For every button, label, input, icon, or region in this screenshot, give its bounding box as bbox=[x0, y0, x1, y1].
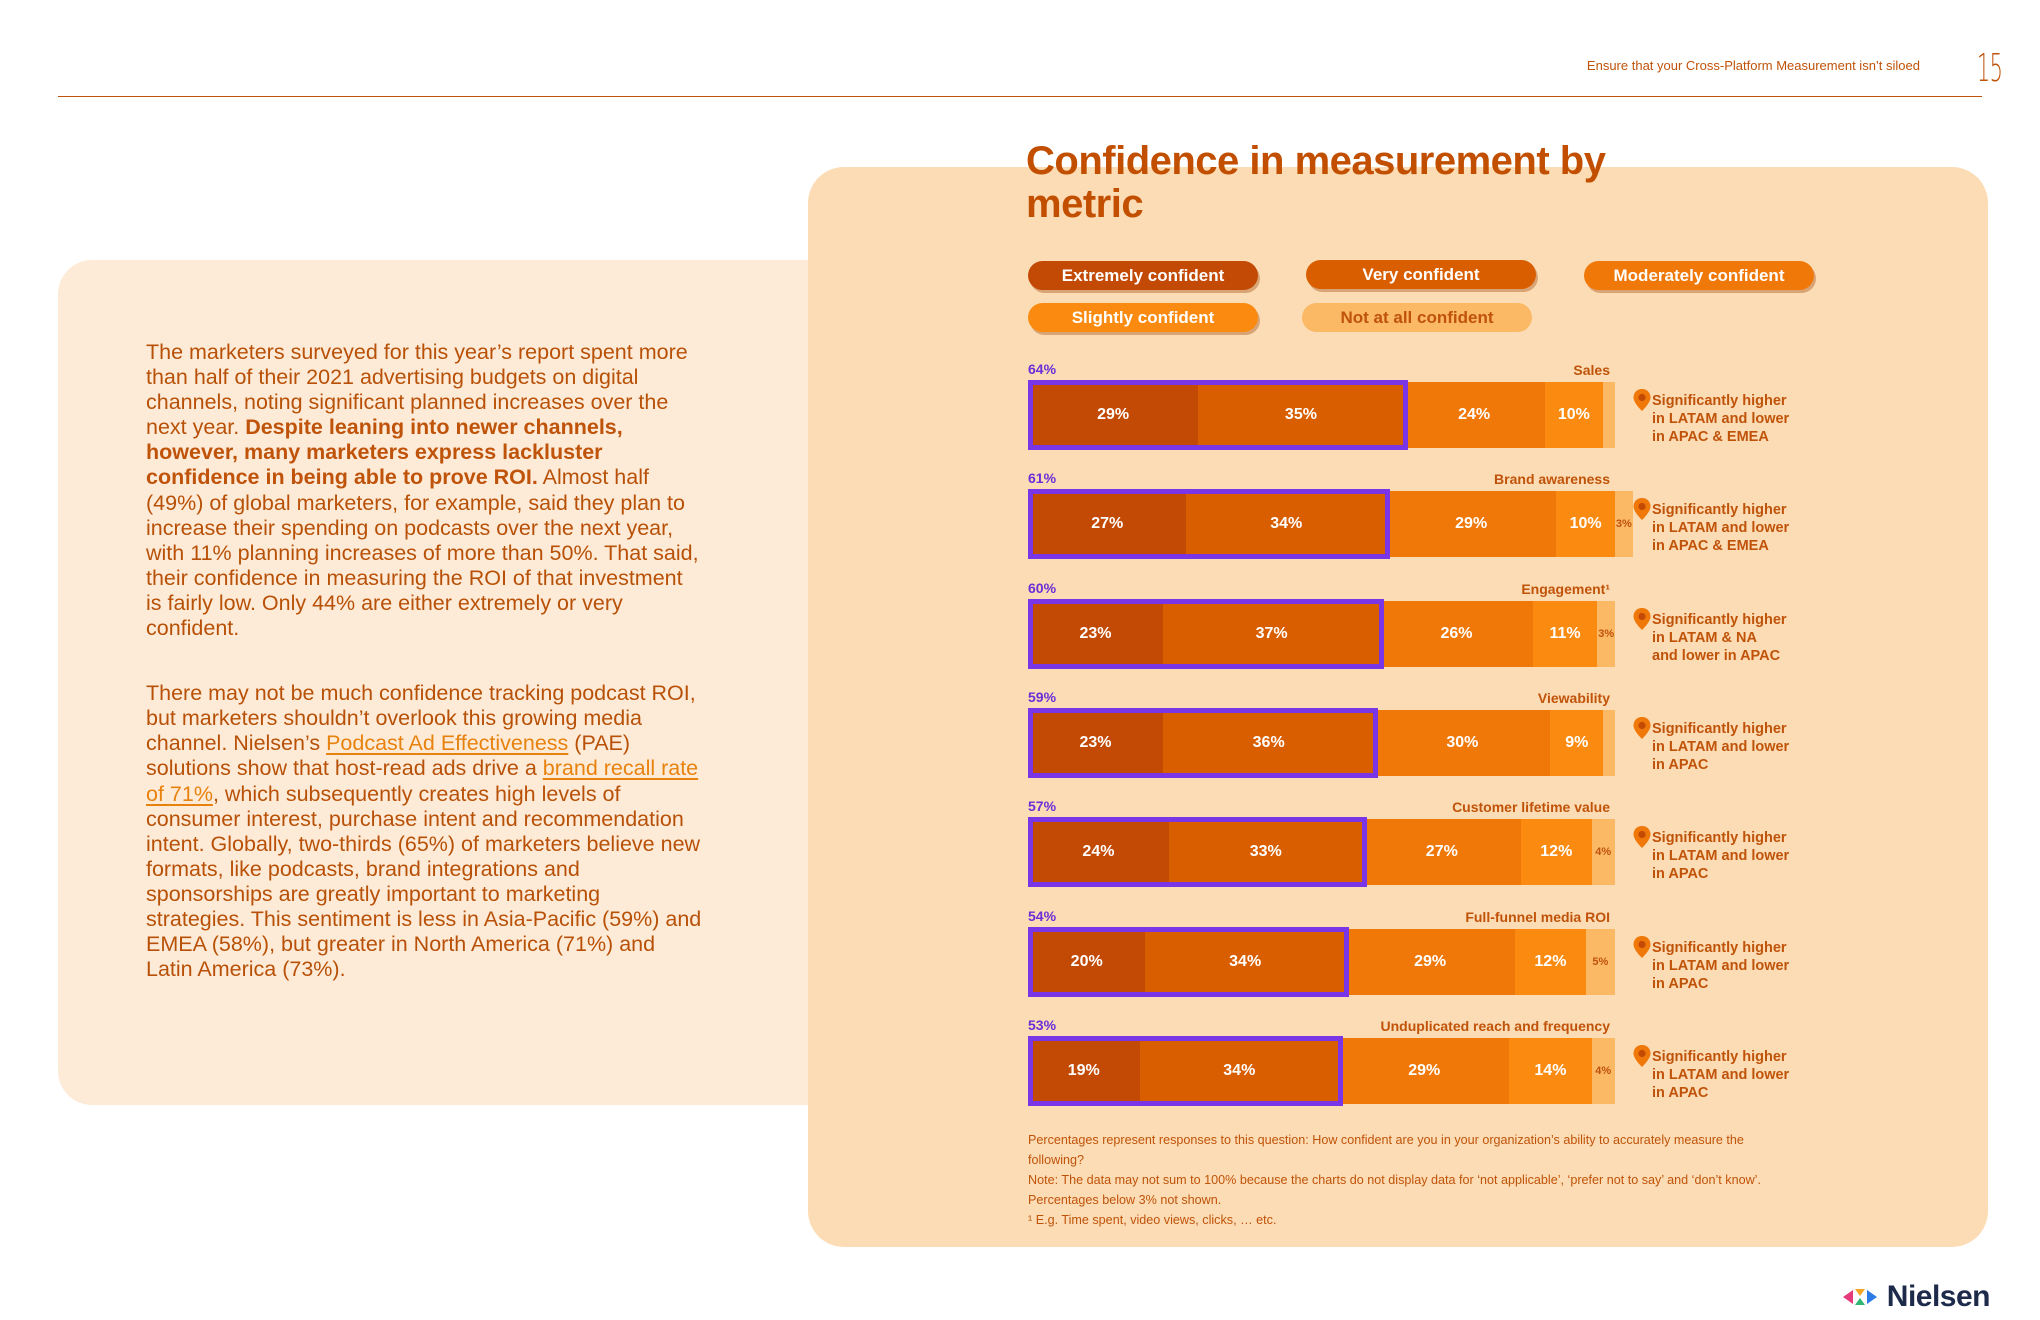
bar-segment-moderately: 29% bbox=[1339, 1038, 1509, 1104]
paragraph-1-intro: The marketers surveyed for this year’s report spent more than half of their 2021 advertising budgets on digital channels, noting significant planned increases over the next year. bbox=[146, 340, 688, 440]
paragraph-2 bbox=[146, 681, 702, 982]
paragraph-2-middle: (PAE) solutions show that host-read ads drive a bbox=[146, 731, 631, 781]
regional-note: Significantly higher in LATAM & NA and lower in APAC bbox=[1652, 612, 1787, 664]
bar-segment-extremely: 29% bbox=[1028, 382, 1198, 448]
bar-segment-moderately: 29% bbox=[1386, 491, 1556, 557]
legend-not-at-all-confident: Not at all confident bbox=[1302, 303, 1532, 332]
bar-segment-extremely: 24% bbox=[1028, 819, 1169, 885]
location-pin-icon bbox=[1632, 388, 1652, 412]
chart-title: Confidence in measurement by metric bbox=[1026, 139, 1606, 226]
location-pin-icon bbox=[1632, 825, 1652, 849]
bar-segment-slightly: 11% bbox=[1533, 601, 1598, 667]
body-text bbox=[146, 340, 702, 1022]
bar-segment-slightly: 9% bbox=[1550, 710, 1603, 776]
metric-label: Viewability bbox=[1537, 690, 1610, 706]
combined-top2-label: 64% bbox=[1028, 361, 1057, 377]
stacked-bar bbox=[1028, 382, 1615, 448]
footnote-question: Percentages represent responses to this question: How confident are you in your organization’s ability to accurately measure the following? bbox=[1028, 1133, 1744, 1167]
location-pin-icon bbox=[1632, 935, 1652, 959]
location-pin-icon bbox=[1632, 607, 1652, 631]
bar-segment-moderately: 30% bbox=[1374, 710, 1550, 776]
footnote-engagement: ¹ E.g. Time spent, video views, clicks, … etc. bbox=[1028, 1213, 1277, 1227]
bar-segment-moderately: 24% bbox=[1404, 382, 1545, 448]
combined-top2-label: 61% bbox=[1028, 470, 1057, 486]
combined-top2-label: 54% bbox=[1028, 908, 1057, 924]
bar-segment-extremely: 19% bbox=[1028, 1038, 1140, 1104]
chart-footnotes bbox=[1028, 1130, 1788, 1230]
regional-note: Significantly higher in LATAM and lower in APAC bbox=[1652, 940, 1790, 992]
legend-extremely-confident: Extremely confident bbox=[1028, 261, 1258, 290]
bar-segment-very: 36% bbox=[1163, 710, 1374, 776]
paragraph-1 bbox=[146, 340, 702, 641]
stacked-bar bbox=[1028, 929, 1615, 995]
bar-segment-very: 35% bbox=[1198, 382, 1403, 448]
paragraph-2-intro: There may not be much confidence tracking podcast ROI, but marketers shouldn’t overlook this growing media channel. Nielsen’s bbox=[146, 681, 696, 756]
bar-segment-slightly: 10% bbox=[1545, 382, 1604, 448]
metric-label: Sales bbox=[1573, 362, 1610, 378]
nielsen-wordmark: Nielsen bbox=[1886, 1280, 1990, 1313]
bar-segment-not-at-all: 3% bbox=[1615, 491, 1633, 557]
paragraph-2-rest: , which subsequently creates high levels of consumer interest, purchase intent and recommendation intent. Globally, two-thirds (65%) of marketers believe new formats, like podcasts, brand integrations and sponsorships are greatly important to marketing strategies. This sentiment is less in Asia-Pacific (59%) and EMEA (58%), but greater in North America (71%) and Latin America (73%). bbox=[146, 781, 702, 982]
stacked-bar bbox=[1028, 1038, 1615, 1104]
metric-label: Customer lifetime value bbox=[1452, 799, 1610, 815]
regional-note: Significantly higher in LATAM and lower in APAC & EMEA bbox=[1652, 393, 1790, 445]
metric-label: Full-funnel media ROI bbox=[1465, 909, 1610, 925]
legend-slightly-confident: Slightly confident bbox=[1028, 303, 1258, 332]
bar-segment-moderately: 29% bbox=[1345, 929, 1515, 995]
metric-label: Unduplicated reach and frequency bbox=[1380, 1018, 1610, 1034]
bar-segment-very: 34% bbox=[1145, 929, 1345, 995]
combined-top2-label: 57% bbox=[1028, 798, 1057, 814]
bar-segment-not-at-all: 4% bbox=[1592, 1038, 1615, 1104]
regional-note: Significantly higher in LATAM and lower in APAC bbox=[1652, 721, 1790, 773]
regional-note: Significantly higher in LATAM and lower in APAC bbox=[1652, 830, 1790, 882]
stacked-bar bbox=[1028, 491, 1632, 557]
bar-segment-slightly: 10% bbox=[1556, 491, 1615, 557]
regional-note: Significantly higher in LATAM and lower in APAC & EMEA bbox=[1652, 502, 1790, 554]
location-pin-icon bbox=[1632, 497, 1652, 521]
combined-top2-label: 53% bbox=[1028, 1017, 1057, 1033]
bar-segment-not-at-all: 4% bbox=[1592, 819, 1615, 885]
legend-very-confident: Very confident bbox=[1306, 260, 1536, 289]
header-divider bbox=[58, 96, 1982, 97]
bar-segment-moderately: 27% bbox=[1363, 819, 1521, 885]
location-pin-icon bbox=[1632, 716, 1652, 740]
page-number: 15 bbox=[1976, 46, 2002, 90]
stacked-bar bbox=[1028, 601, 1615, 667]
bar-segment-extremely: 23% bbox=[1028, 601, 1163, 667]
bar-segment-very: 34% bbox=[1186, 491, 1386, 557]
footnote-note: Note: The data may not sum to 100% because the charts do not display data for ‘not applicable’, ‘prefer not to say’ and ‘don’t know’. Percentages below 3% not shown. bbox=[1028, 1173, 1761, 1207]
combined-top2-label: 60% bbox=[1028, 580, 1057, 596]
bar-segment-extremely: 23% bbox=[1028, 710, 1163, 776]
combined-top2-label: 59% bbox=[1028, 689, 1057, 705]
bar-segment-moderately: 26% bbox=[1380, 601, 1533, 667]
bar-segment-slightly: 12% bbox=[1521, 819, 1591, 885]
bar-segment-extremely: 20% bbox=[1028, 929, 1145, 995]
bar-segment-slightly: 12% bbox=[1515, 929, 1585, 995]
bar-segment-extremely: 27% bbox=[1028, 491, 1186, 557]
legend-moderately-confident: Moderately confident bbox=[1584, 261, 1814, 290]
bar-segment-very: 34% bbox=[1140, 1038, 1340, 1104]
bar-segment-not-at-all: 3% bbox=[1597, 601, 1615, 667]
bar-segment-slightly: 14% bbox=[1509, 1038, 1591, 1104]
nielsen-mark-icon bbox=[1841, 1286, 1881, 1308]
section-title: Ensure that your Cross-Platform Measurement isn’t siloed bbox=[1586, 58, 1920, 73]
paragraph-1-rest: Almost half (49%) of global marketers, for example, said they plan to increase their spending on podcasts over the next year, with 11% planning increases of more than 50%. That said, their confidence in measuring the ROI of that investment is fairly low. Only 44% are either extremely or very confident. bbox=[146, 465, 699, 641]
metric-label: Brand awareness bbox=[1494, 471, 1610, 487]
metric-label: Engagement¹ bbox=[1521, 581, 1610, 597]
bar-segment-not-at-all: 5% bbox=[1586, 929, 1615, 995]
nielsen-logo bbox=[1841, 1280, 1990, 1314]
brand-recall-link[interactable]: brand recall rate of 71% bbox=[146, 756, 699, 806]
bar-segment-very: 37% bbox=[1163, 601, 1380, 667]
bar-segment-not-at-all bbox=[1603, 710, 1615, 776]
stacked-bar bbox=[1028, 710, 1615, 776]
location-pin-icon bbox=[1632, 1044, 1652, 1068]
podcast-ad-effectiveness-link[interactable]: Podcast Ad Effectiveness bbox=[326, 731, 569, 756]
bar-segment-not-at-all bbox=[1603, 382, 1615, 448]
bar-segment-very: 33% bbox=[1169, 819, 1363, 885]
stacked-bar bbox=[1028, 819, 1615, 885]
paragraph-1-bold: Despite leaning into newer channels, however, many marketers express lackluster confidence in being able to prove ROI. bbox=[146, 415, 623, 490]
regional-note: Significantly higher in LATAM and lower in APAC bbox=[1652, 1049, 1790, 1101]
